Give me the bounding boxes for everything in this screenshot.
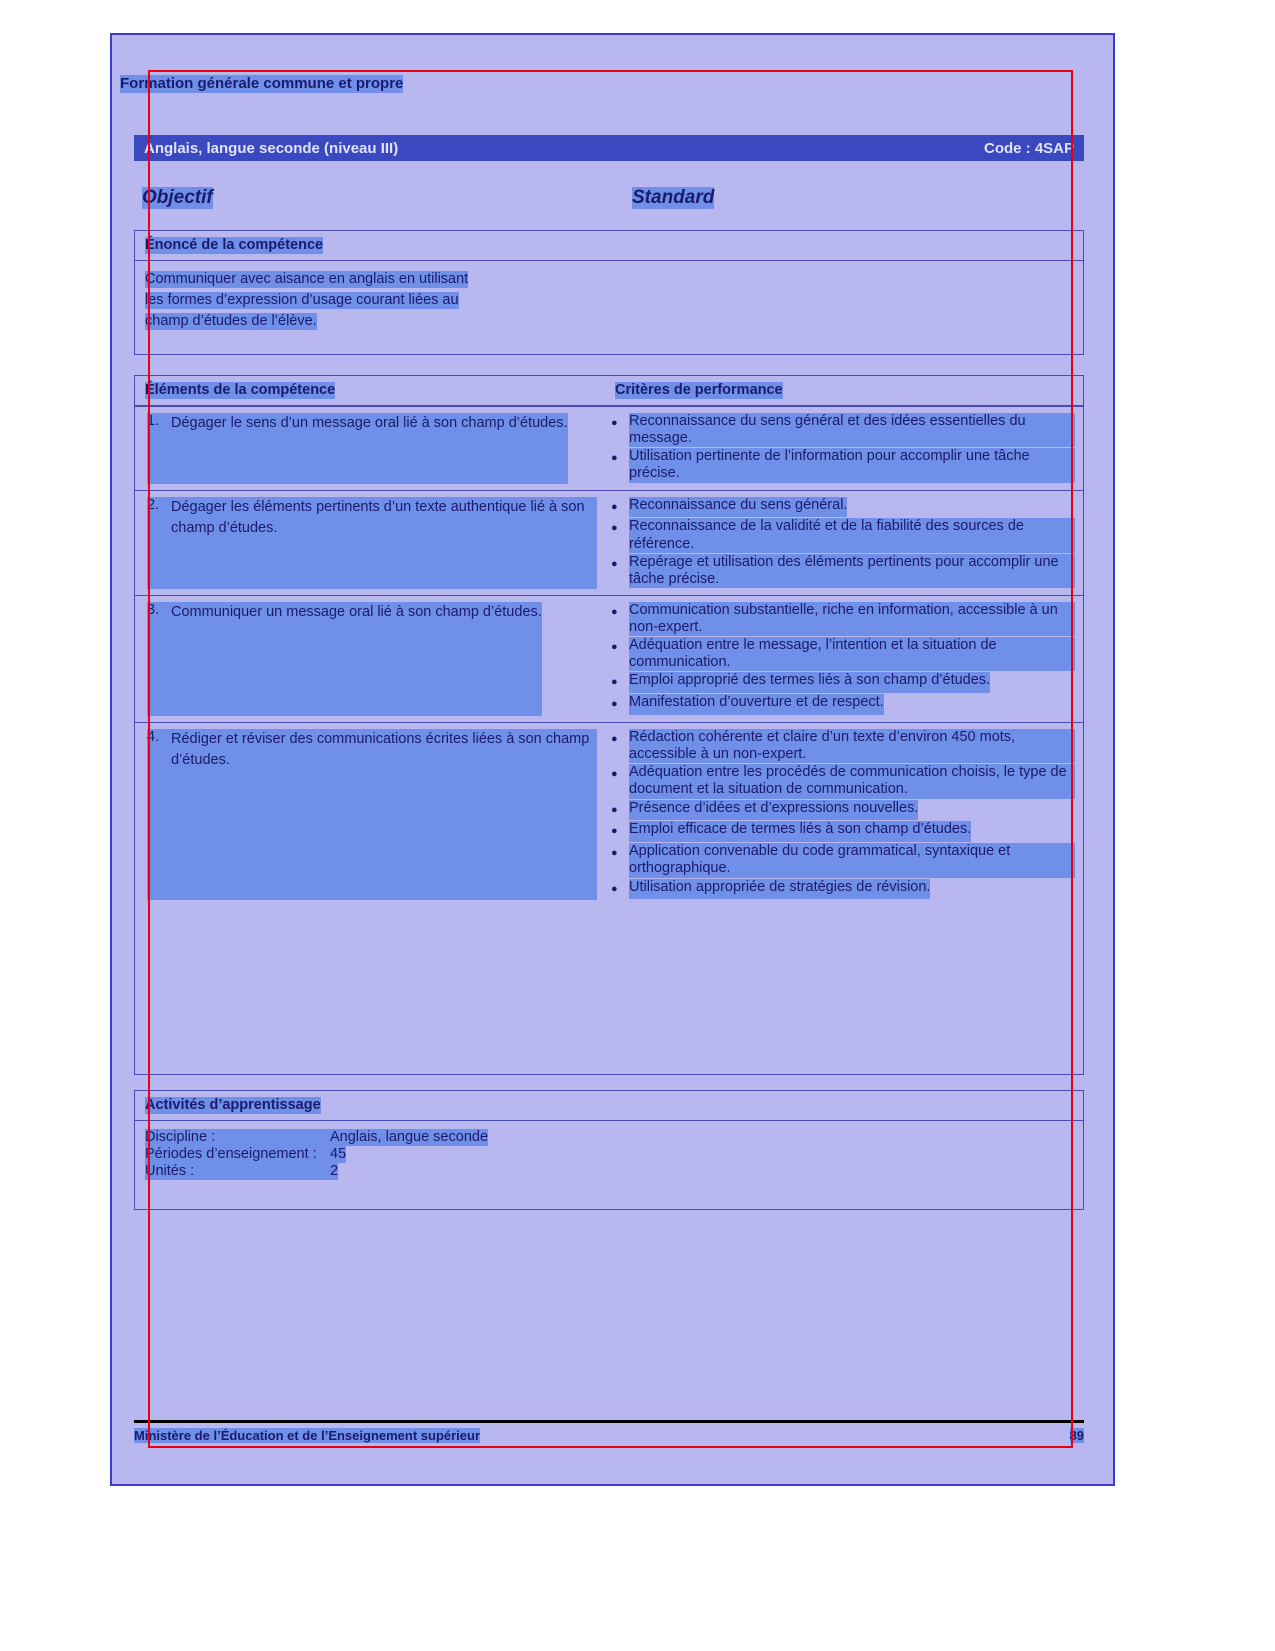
activite-line xyxy=(145,1163,1073,1180)
course-code: Code : 4SAP xyxy=(983,139,1074,157)
criterion: ● Présence d’idées et d’expressions nouvelles. xyxy=(611,800,1075,821)
bullet-icon: ● xyxy=(611,733,618,746)
competence-criteria xyxy=(605,602,1083,716)
enonce-line: Communiquer avec aisance en anglais en utilisant xyxy=(145,271,469,288)
competence-element xyxy=(135,729,605,900)
activites-body xyxy=(135,1121,1083,1188)
bullet-icon: ● xyxy=(611,825,618,838)
criterion: ● Application convenable du code grammatical, syntaxique et orthographique. xyxy=(611,843,1075,877)
element-text: Communiquer un message oral lié à son champ d’études. xyxy=(171,602,542,716)
bullet-icon: ● xyxy=(611,882,618,895)
competence-element xyxy=(135,497,605,589)
standard-heading-text: Standard xyxy=(632,187,715,208)
activite-line xyxy=(145,1129,1073,1146)
column-headings xyxy=(142,187,1082,209)
bullet-icon: ● xyxy=(611,847,618,860)
competence-col-header-left: Éléments de la compétence xyxy=(145,382,336,398)
criterion: ● Reconnaissance du sens général. xyxy=(611,497,1075,518)
bullet-icon: ● xyxy=(611,522,618,535)
course-title-band xyxy=(134,135,1084,161)
activite-label: Périodes d’enseignement : xyxy=(145,1146,330,1163)
table-row xyxy=(135,406,1083,489)
section-label-text: Formation générale commune et propre xyxy=(120,75,404,92)
element-number: 2. xyxy=(147,497,171,589)
criterion: ● Rédaction cohérente et claire d’un texte d’environ 450 mots, accessible à un non-expert. xyxy=(611,729,1075,763)
bullet-icon: ● xyxy=(611,605,618,618)
competence-table xyxy=(134,375,1084,1075)
competence-criteria xyxy=(605,729,1083,900)
element-text: Dégager le sens d’un message oral lié à son champ d’études. xyxy=(171,413,568,483)
bullet-icon: ● xyxy=(611,417,618,430)
footer-divider xyxy=(134,1420,1084,1423)
bullet-icon: ● xyxy=(611,452,618,465)
activites-box xyxy=(134,1090,1084,1210)
activites-heading-text: Activités d’apprentissage xyxy=(145,1097,321,1113)
criterion: ● Utilisation pertinente de l’information pour accomplir une tâche précise. xyxy=(611,448,1075,482)
criterion: ● Repérage et utilisation des éléments pertinents pour accomplir une tâche précise. xyxy=(611,554,1075,588)
bullet-icon: ● xyxy=(611,500,618,513)
bullet-icon: ● xyxy=(611,676,618,689)
enonce-heading-text: Énoncé de la compétence xyxy=(145,237,324,253)
activite-value: 2 xyxy=(330,1163,339,1180)
table-row xyxy=(135,490,1083,595)
table-row xyxy=(135,722,1083,906)
activite-label: Unités : xyxy=(145,1163,330,1180)
bullet-icon: ● xyxy=(611,557,618,570)
competence-col-header-right: Critères de performance xyxy=(615,382,783,398)
competence-criteria xyxy=(605,497,1083,589)
standard-heading xyxy=(632,187,714,209)
element-number: 3. xyxy=(147,602,171,716)
bullet-icon: ● xyxy=(611,768,618,781)
page-number: 89 xyxy=(1069,1428,1084,1443)
activite-value: Anglais, langue seconde xyxy=(330,1129,489,1146)
bullet-icon: ● xyxy=(611,698,618,711)
criterion: ● Reconnaissance du sens général et des idées essentielles du message. xyxy=(611,413,1075,447)
activite-label: Discipline : xyxy=(145,1129,330,1146)
criterion: ● Adéquation entre les procédés de communication choisis, le type de document et la situation de communication. xyxy=(611,764,1075,798)
criterion: ● Utilisation appropriée de stratégies de révision. xyxy=(611,879,1075,900)
criterion: ● Emploi efficace de termes liés à son champ d’études. xyxy=(611,821,1075,842)
element-number: 4. xyxy=(147,729,171,900)
criterion: ● Emploi approprié des termes liés à son champ d’études. xyxy=(611,672,1075,693)
activites-heading xyxy=(135,1091,1083,1121)
competence-criteria xyxy=(605,413,1083,483)
criterion: ● Manifestation d’ouverture et de respect. xyxy=(611,694,1075,715)
document-page xyxy=(110,33,1115,1486)
footer xyxy=(134,1428,1084,1443)
competence-element xyxy=(135,602,605,716)
activite-value: 45 xyxy=(330,1146,347,1163)
objectif-heading-text: Objectif xyxy=(142,187,213,208)
activite-line xyxy=(145,1146,1073,1163)
section-label xyxy=(120,75,403,93)
document-content xyxy=(112,35,1113,1484)
criterion: ● Communication substantielle, riche en information, accessible à un non-expert. xyxy=(611,602,1075,636)
competence-table-header xyxy=(135,376,1083,406)
enonce-line: champ d’études de l’élève. xyxy=(145,313,317,330)
element-text: Dégager les éléments pertinents d’un texte authentique lié à son champ d’études. xyxy=(171,497,597,589)
competence-element xyxy=(135,413,605,483)
criterion: ● Reconnaissance de la validité et de la fiabilité des sources de référence. xyxy=(611,518,1075,552)
bullet-icon: ● xyxy=(611,803,618,816)
enonce-line: les formes d’expression d’usage courant liées au xyxy=(145,292,459,309)
enonce-body xyxy=(135,261,1083,340)
objectif-heading xyxy=(142,187,632,209)
criterion: ● Adéquation entre le message, l’intention et la situation de communication. xyxy=(611,637,1075,671)
enonce-box xyxy=(134,230,1084,355)
element-text: Rédiger et réviser des communications écrites liées à son champ d’études. xyxy=(171,729,597,900)
table-row xyxy=(135,595,1083,722)
bullet-icon: ● xyxy=(611,641,618,654)
course-title: Anglais, langue seconde (niveau III) xyxy=(144,139,399,157)
footer-text: Ministère de l’Éducation et de l’Enseignement supérieur xyxy=(134,1428,481,1443)
element-number: 1. xyxy=(147,413,171,483)
enonce-heading xyxy=(135,231,1083,261)
